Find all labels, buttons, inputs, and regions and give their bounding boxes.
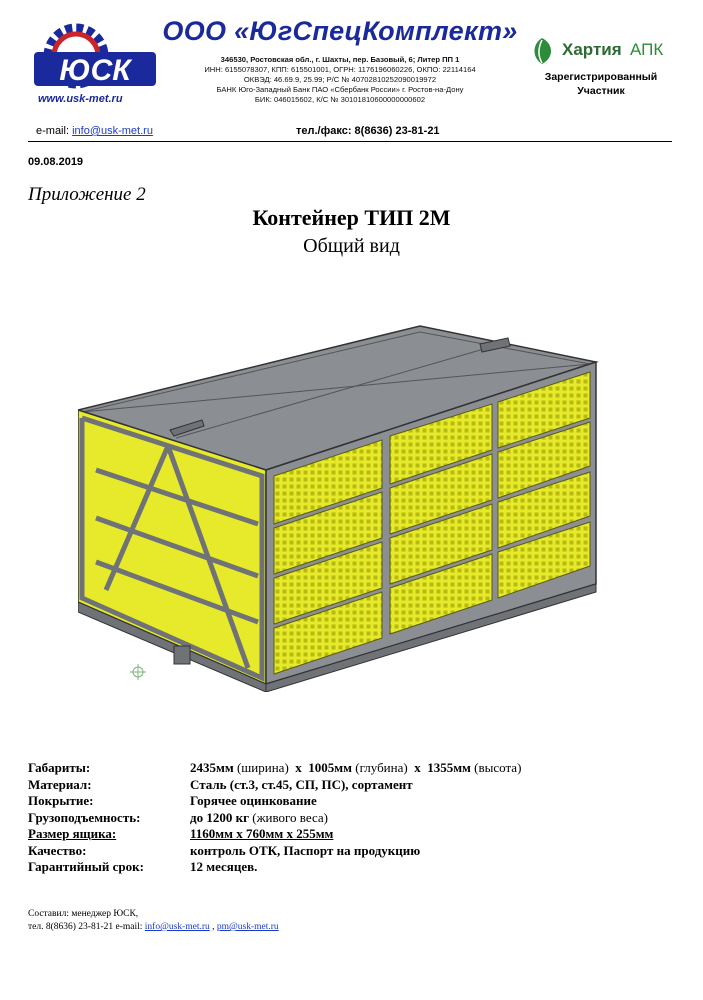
email-block xyxy=(36,125,153,137)
spec-value: Горячее оцинкование xyxy=(190,793,317,808)
axis-marker-icon xyxy=(130,664,146,680)
company-bank: БАНК Юго-Западный Банк ПАО «Сбербанк России» г. Ростов-на-Дону xyxy=(216,85,464,94)
spec-row-warranty xyxy=(28,859,628,876)
leaf-icon xyxy=(528,36,556,66)
company-okved: ОКВЭД: 46.69.9, 25.99; Р/С № 40702810252090019972 xyxy=(243,75,437,84)
footer-author: Составил: менеджер ЮСК, xyxy=(28,909,139,919)
spec-table xyxy=(28,760,628,876)
dim-height: 1355мм xyxy=(427,760,471,775)
company-address: 346530, Ростовская обл., г. Шахты, пер. Базовый, 6; Литер ПП 1 xyxy=(220,55,460,64)
spec-row-capacity xyxy=(28,810,628,827)
spec-row-quality xyxy=(28,843,628,860)
spec-value: Сталь (ст.3, ст.45, СП, ПС), сортамент xyxy=(190,776,413,792)
spec-label: Габариты: xyxy=(28,760,91,775)
partner-status-line2: Участник xyxy=(577,85,625,97)
spec-value: 1160мм х 760мм х 255мм xyxy=(190,826,334,841)
spec-value xyxy=(190,810,328,827)
partner-status-line1: Зарегистрированный xyxy=(544,71,658,83)
spec-label: Грузоподъемность: xyxy=(28,809,141,825)
logo-text: ЮСК xyxy=(59,54,131,87)
spec-row-box-size xyxy=(28,826,628,843)
footer-email-link-2[interactable]: pm@usk-met.ru xyxy=(216,922,279,932)
spec-value xyxy=(190,760,521,777)
spec-row-material xyxy=(28,777,628,794)
page-subtitle: Общий вид xyxy=(303,235,400,257)
footer-contacts xyxy=(28,921,279,934)
document-date: 09.08.2019 xyxy=(28,156,84,168)
phone-fax: тел./факс: 8(8636) 23-81-21 xyxy=(296,125,440,137)
capacity-note: (живого веса) xyxy=(252,809,328,825)
email-link[interactable]: info@usk-met.ru xyxy=(72,125,153,137)
spec-label: Размер ящика: xyxy=(28,826,117,841)
partner-logo-accent: АПК xyxy=(630,40,664,59)
spec-row-dimensions xyxy=(28,760,628,777)
contact-row xyxy=(28,124,672,142)
appendix-label: Приложение 2 xyxy=(28,184,146,205)
spec-row-coating xyxy=(28,793,628,810)
company-name: ООО «ЮгСпецКомплект» xyxy=(162,16,518,46)
dim-height-note: (высота) xyxy=(474,760,522,775)
partner-logo-text: Хартия xyxy=(562,40,622,59)
container-illustration xyxy=(78,322,618,692)
spec-value: контроль ОТК, Паспорт на продукцию xyxy=(190,842,421,858)
dim-depth-note: (глубина) xyxy=(355,760,408,775)
spec-label: Покрытие: xyxy=(28,793,94,808)
dim-width-note: (ширина) xyxy=(236,760,289,775)
company-inn: ИНН: 6155078307, КПП: 615501001, ОГРН: 1176196060226, ОКПО: 22114164 xyxy=(204,65,476,74)
capacity-value: до 1200 кг xyxy=(190,809,249,825)
logo-url[interactable]: www.usk-met.ru xyxy=(38,93,123,105)
spec-label: Качество: xyxy=(28,842,87,858)
footer-email-link[interactable]: info@usk-met.ru xyxy=(144,922,210,932)
dim-sep: х xyxy=(414,760,421,775)
page-title: Контейнер ТИП 2М xyxy=(252,205,451,230)
dim-sep: х xyxy=(295,760,302,775)
dim-depth: 1005мм xyxy=(308,760,352,775)
footer-separator: , xyxy=(209,922,215,932)
spec-label: Материал: xyxy=(28,776,92,792)
company-bik: БИК: 046015602, К/С № 30101810600000000602 xyxy=(254,95,426,104)
spec-value: 12 месяцев. xyxy=(190,859,258,874)
footer-phone: тел. 8(8636) 23-81-21 e-mail: xyxy=(28,922,143,932)
usk-logo xyxy=(32,14,160,110)
spec-label: Гарантийный срок: xyxy=(28,859,144,874)
footer xyxy=(28,908,279,934)
partner-logo xyxy=(528,36,678,66)
dim-width: 2435мм xyxy=(190,760,234,775)
email-label: e-mail: xyxy=(36,125,70,137)
fork-pocket xyxy=(174,646,190,664)
